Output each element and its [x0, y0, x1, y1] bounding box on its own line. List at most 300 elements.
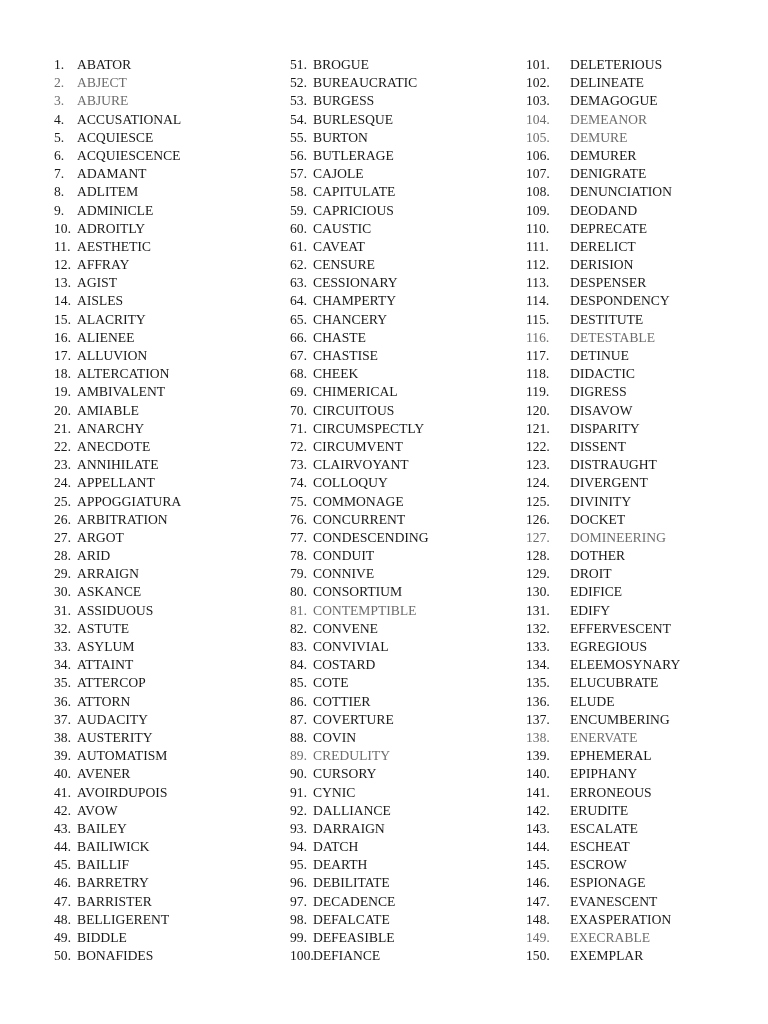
item-word: CHASTISE: [313, 348, 378, 363]
item-word: CONSORTIUM: [313, 584, 403, 600]
item-number: 118.: [526, 366, 550, 382]
list-item: [526, 474, 680, 492]
item-word: DEMAGOGUE: [570, 93, 658, 109]
list-item: [526, 365, 680, 383]
item-word: CONVIVIAL: [313, 639, 389, 654]
list-item: [54, 183, 181, 201]
list-item: [54, 802, 181, 820]
item-number: 2.: [54, 75, 65, 91]
item-word: AVENER: [77, 766, 131, 782]
item-word: CHAMPERTY: [313, 293, 397, 309]
item-word: CONDESCENDING: [313, 529, 429, 545]
item-number: 52.: [290, 75, 307, 91]
item-number: 51.: [290, 57, 307, 72]
item-word: EGREGIOUS: [570, 639, 648, 654]
list-item: [290, 274, 429, 292]
list-item: [526, 674, 680, 692]
item-number: 133.: [526, 639, 550, 654]
item-number: 63.: [290, 275, 307, 291]
list-item: [290, 656, 429, 674]
item-word: AISLES: [77, 293, 124, 309]
list-item: [290, 365, 429, 383]
item-word: ACCUSATIONAL: [77, 111, 182, 127]
item-word: CIRCUMSPECTLY: [313, 420, 425, 436]
item-word: ERUDITE: [570, 802, 629, 818]
item-word: DEBILITATE: [313, 875, 390, 891]
item-word: EDIFY: [570, 602, 611, 618]
item-number: 5.: [54, 129, 65, 145]
item-word: DATCH: [313, 839, 359, 855]
item-word: DARRAIGN: [313, 820, 385, 836]
list-item: [526, 493, 680, 511]
item-word: BUREAUCRATIC: [313, 75, 418, 91]
item-word: DOMINEERING: [570, 529, 666, 545]
item-number: 57.: [290, 166, 307, 182]
item-number: 148.: [526, 911, 550, 927]
list-item: [290, 329, 429, 347]
item-word: ALLUVION: [77, 348, 148, 363]
item-number: 89.: [290, 748, 307, 764]
list-item: [526, 947, 680, 965]
list-item: [54, 129, 181, 147]
item-number: 75.: [290, 493, 307, 509]
item-word: ADLITEM: [77, 184, 139, 200]
item-word: CONCURRENT: [313, 511, 406, 527]
item-word: DEPRECATE: [570, 220, 648, 236]
item-number: 79.: [290, 566, 307, 582]
item-word: BUTLERAGE: [313, 147, 394, 163]
list-item: [290, 165, 429, 183]
item-number: 14.: [54, 293, 71, 309]
item-number: 102.: [526, 75, 550, 91]
item-number: 67.: [290, 348, 307, 363]
item-number: 90.: [290, 766, 307, 782]
item-word: BARRISTER: [77, 893, 152, 909]
item-number: 94.: [290, 839, 307, 855]
item-word: CAPRICIOUS: [313, 202, 394, 218]
list-item: [54, 711, 181, 729]
item-number: 16.: [54, 329, 71, 345]
item-number: 64.: [290, 293, 307, 309]
list-item: [526, 856, 680, 874]
list-item: [290, 893, 429, 911]
item-word: ARRAIGN: [77, 566, 139, 582]
list-item: [526, 929, 680, 947]
item-number: 53.: [290, 93, 307, 109]
item-word: BAILLIF: [77, 857, 130, 873]
item-word: DETINUE: [570, 348, 629, 363]
item-word: AMIABLE: [77, 402, 139, 418]
list-item: [54, 256, 181, 274]
item-word: DISPARITY: [570, 420, 640, 436]
list-item: [54, 547, 181, 565]
item-word: DEARTH: [313, 857, 368, 873]
list-item: [290, 929, 429, 947]
item-number: 141.: [526, 784, 550, 800]
list-item: [290, 292, 429, 310]
item-word: DERISION: [570, 257, 634, 273]
item-number: 140.: [526, 766, 550, 782]
item-number: 145.: [526, 857, 550, 873]
list-item: [290, 420, 429, 438]
item-number: 6.: [54, 147, 65, 163]
item-word: DELETERIOUS: [570, 57, 663, 72]
item-number: 122.: [526, 438, 550, 454]
list-item: [290, 874, 429, 892]
item-number: 47.: [54, 893, 71, 909]
item-word: DISTRAUGHT: [570, 457, 657, 473]
list-item: [54, 92, 181, 110]
list-item: [526, 893, 680, 911]
item-number: 123.: [526, 457, 550, 473]
item-number: 15.: [54, 311, 71, 327]
item-number: 78.: [290, 548, 307, 564]
item-word: COLLOQUY: [313, 475, 388, 491]
list-item: [54, 111, 181, 129]
item-number: 108.: [526, 184, 550, 200]
item-number: 114.: [526, 293, 550, 309]
item-number: 65.: [290, 311, 307, 327]
item-number: 69.: [290, 384, 307, 400]
item-number: 66.: [290, 329, 307, 345]
item-number: 82.: [290, 620, 307, 636]
item-word: ELUDE: [570, 693, 615, 709]
item-word: DISSENT: [570, 438, 626, 454]
item-word: DEMEANOR: [570, 111, 648, 127]
item-word: AVOW: [77, 802, 118, 818]
list-item: [290, 820, 429, 838]
list-item: [290, 56, 429, 74]
item-word: CAUSTIC: [313, 220, 372, 236]
item-word: ALTERCATION: [77, 366, 170, 382]
list-item: [526, 383, 680, 401]
list-item: [290, 383, 429, 401]
list-item: [54, 583, 181, 601]
item-word: EXASPERATION: [570, 911, 672, 927]
item-number: 12.: [54, 257, 71, 273]
item-number: 92.: [290, 802, 307, 818]
word-list-column-2: [290, 56, 429, 965]
item-number: 68.: [290, 366, 307, 382]
item-number: 84.: [290, 657, 307, 673]
item-word: ARBITRATION: [77, 511, 168, 527]
list-item: [54, 656, 181, 674]
list-item: [526, 529, 680, 547]
item-number: 111.: [526, 238, 549, 254]
list-item: [54, 220, 181, 238]
item-word: EPHEMERAL: [570, 748, 652, 764]
word-list-column-1: [54, 56, 181, 965]
list-item: [526, 729, 680, 747]
list-item: [290, 838, 429, 856]
item-number: 116.: [526, 329, 550, 345]
item-number: 54.: [290, 111, 307, 127]
item-number: 112.: [526, 257, 550, 273]
list-item: [526, 92, 680, 110]
list-item: [290, 493, 429, 511]
item-number: 87.: [290, 711, 307, 727]
item-number: 107.: [526, 166, 550, 182]
list-item: [526, 256, 680, 274]
item-word: ELEEMOSYNARY: [570, 657, 681, 673]
list-item: [290, 911, 429, 929]
item-number: 110.: [526, 220, 550, 236]
list-item: [526, 693, 680, 711]
list-item: [526, 874, 680, 892]
item-number: 19.: [54, 384, 71, 400]
item-word: AMBIVALENT: [77, 384, 166, 400]
list-item: [526, 56, 680, 74]
item-word: EPIPHANY: [570, 766, 638, 782]
item-word: BIDDLE: [77, 930, 127, 945]
item-word: EDIFICE: [570, 584, 623, 600]
item-word: BURGESS: [313, 93, 375, 109]
list-item: [54, 165, 181, 183]
item-word: DEODAND: [570, 202, 638, 218]
item-word: DEMURE: [570, 129, 628, 145]
item-word: CYNIC: [313, 784, 356, 800]
item-number: 137.: [526, 711, 550, 727]
item-number: 7.: [54, 166, 65, 182]
item-number: 73.: [290, 457, 307, 473]
list-item: [290, 729, 429, 747]
item-number: 95.: [290, 857, 307, 873]
list-item: [290, 311, 429, 329]
item-word: ELUCUBRATE: [570, 675, 659, 691]
list-item: [526, 656, 680, 674]
item-word: ANECDOTE: [77, 438, 151, 454]
list-item: [290, 802, 429, 820]
item-number: 138.: [526, 729, 550, 745]
list-item: [290, 747, 429, 765]
list-item: [290, 402, 429, 420]
item-number: 121.: [526, 420, 550, 436]
list-item: [54, 311, 181, 329]
item-number: 129.: [526, 566, 550, 582]
item-word: ALACRITY: [77, 311, 146, 327]
list-item: [290, 183, 429, 201]
list-item: [54, 438, 181, 456]
list-item: [54, 893, 181, 911]
item-word: AESTHETIC: [77, 238, 152, 254]
list-item: [526, 620, 680, 638]
item-number: 29.: [54, 566, 71, 582]
item-number: 143.: [526, 820, 550, 836]
list-item: [526, 202, 680, 220]
item-word: DELINEATE: [570, 75, 644, 91]
list-item: [290, 511, 429, 529]
item-word: ABJURE: [77, 93, 129, 109]
list-item: [290, 602, 429, 620]
list-item: [290, 347, 429, 365]
item-word: CAJOLE: [313, 166, 364, 182]
item-number: 43.: [54, 820, 71, 836]
list-item: [54, 565, 181, 583]
item-word: DESPONDENCY: [570, 293, 670, 309]
list-item: [290, 256, 429, 274]
item-number: 109.: [526, 202, 550, 218]
item-number: 117.: [526, 348, 550, 363]
item-number: 13.: [54, 275, 71, 291]
item-word: ACQUIESCE: [77, 129, 154, 145]
item-number: 45.: [54, 857, 71, 873]
item-number: 134.: [526, 657, 550, 673]
item-number: 127.: [526, 529, 550, 545]
list-item: [54, 511, 181, 529]
list-item: [526, 602, 680, 620]
item-number: 125.: [526, 493, 550, 509]
item-word: CAVEAT: [313, 238, 365, 254]
item-word: DROIT: [570, 566, 612, 582]
list-item: [54, 765, 181, 783]
item-word: COTE: [313, 675, 349, 691]
item-number: 85.: [290, 675, 307, 691]
list-item: [54, 874, 181, 892]
item-word: CESSIONARY: [313, 275, 398, 291]
item-number: 36.: [54, 693, 71, 709]
list-item: [526, 347, 680, 365]
list-item: [54, 838, 181, 856]
item-word: ABJECT: [77, 75, 127, 91]
item-word: APPOGGIATURA: [77, 493, 182, 509]
list-item: [290, 74, 429, 92]
item-word: ESCROW: [570, 857, 627, 873]
item-number: 11.: [54, 238, 71, 254]
list-item: [290, 620, 429, 638]
list-item: [54, 856, 181, 874]
item-number: 71.: [290, 420, 307, 436]
item-word: ATTERCOP: [77, 675, 146, 691]
item-word: CHEEK: [313, 366, 359, 382]
item-number: 24.: [54, 475, 71, 491]
item-word: BONAFIDES: [77, 948, 154, 964]
list-item: [54, 365, 181, 383]
list-item: [54, 493, 181, 511]
item-word: ARID: [77, 548, 111, 564]
item-word: CHIMERICAL: [313, 384, 398, 400]
item-word: ATTAINT: [77, 657, 134, 673]
item-word: ERRONEOUS: [570, 784, 652, 800]
item-word: CREDULITY: [313, 748, 391, 764]
item-number: 113.: [526, 275, 550, 291]
item-number: 149.: [526, 930, 550, 945]
item-number: 40.: [54, 766, 71, 782]
item-number: 33.: [54, 639, 71, 654]
list-item: [54, 420, 181, 438]
list-item: [526, 784, 680, 802]
item-word: ADMINICLE: [77, 202, 154, 218]
list-item: [290, 784, 429, 802]
item-word: ESCALATE: [570, 820, 638, 836]
item-number: 106.: [526, 147, 550, 163]
item-number: 1.: [54, 57, 65, 72]
item-number: 48.: [54, 911, 71, 927]
list-item: [290, 638, 429, 656]
item-number: 72.: [290, 438, 307, 454]
item-number: 120.: [526, 402, 550, 418]
list-item: [54, 347, 181, 365]
list-item: [526, 420, 680, 438]
item-word: DOCKET: [570, 511, 626, 527]
list-item: [526, 329, 680, 347]
item-word: CENSURE: [313, 257, 375, 273]
item-number: 139.: [526, 748, 550, 764]
item-word: DIDACTIC: [570, 366, 635, 382]
list-item: [290, 711, 429, 729]
item-word: COVERTURE: [313, 711, 394, 727]
item-number: 96.: [290, 875, 307, 891]
list-item: [290, 947, 429, 965]
item-number: 25.: [54, 493, 71, 509]
item-number: 103.: [526, 93, 550, 109]
item-word: AFFRAY: [77, 257, 130, 273]
item-word: DESTITUTE: [570, 311, 644, 327]
item-number: 44.: [54, 839, 71, 855]
item-word: ACQUIESCENCE: [77, 147, 181, 163]
item-number: 80.: [290, 584, 307, 600]
item-number: 99.: [290, 930, 307, 945]
list-item: [526, 402, 680, 420]
item-word: ANNIHILATE: [77, 457, 159, 473]
item-number: 76.: [290, 511, 307, 527]
item-number: 144.: [526, 839, 550, 855]
item-number: 136.: [526, 693, 550, 709]
item-number: 104.: [526, 111, 550, 127]
list-item: [526, 311, 680, 329]
item-word: DETESTABLE: [570, 329, 655, 345]
word-list-column-3: [526, 56, 680, 965]
item-word: BARRETRY: [77, 875, 149, 891]
list-item: [526, 547, 680, 565]
list-item: [54, 638, 181, 656]
list-item: [526, 820, 680, 838]
list-item: [526, 111, 680, 129]
item-number: 119.: [526, 384, 550, 400]
item-word: BAILIWICK: [77, 839, 150, 855]
list-item: [290, 565, 429, 583]
item-word: ESPIONAGE: [570, 875, 646, 891]
item-word: CURSORY: [313, 766, 377, 782]
item-word: ALIENEE: [77, 329, 135, 345]
item-number: 146.: [526, 875, 550, 891]
item-word: ADROITLY: [77, 220, 146, 236]
list-item: [290, 474, 429, 492]
item-word: DIVERGENT: [570, 475, 648, 491]
list-item: [526, 220, 680, 238]
item-word: CONVENE: [313, 620, 378, 636]
item-number: 41.: [54, 784, 71, 800]
item-number: 70.: [290, 402, 307, 418]
list-item: [54, 274, 181, 292]
item-number: 49.: [54, 930, 71, 945]
item-word: AUDACITY: [77, 711, 148, 727]
item-word: ENERVATE: [570, 729, 638, 745]
list-item: [526, 183, 680, 201]
item-word: BURLESQUE: [313, 111, 394, 127]
item-word: APPELLANT: [77, 475, 155, 491]
list-item: [54, 747, 181, 765]
item-word: DECADENCE: [313, 893, 396, 909]
item-word: BAILEY: [77, 820, 127, 836]
item-number: 98.: [290, 911, 307, 927]
item-word: COSTARD: [313, 657, 376, 673]
list-item: [54, 238, 181, 256]
item-number: 9.: [54, 202, 65, 218]
item-word: BURTON: [313, 129, 368, 145]
item-number: 50.: [54, 948, 71, 964]
item-number: 38.: [54, 729, 71, 745]
item-word: DEFALCATE: [313, 911, 390, 927]
